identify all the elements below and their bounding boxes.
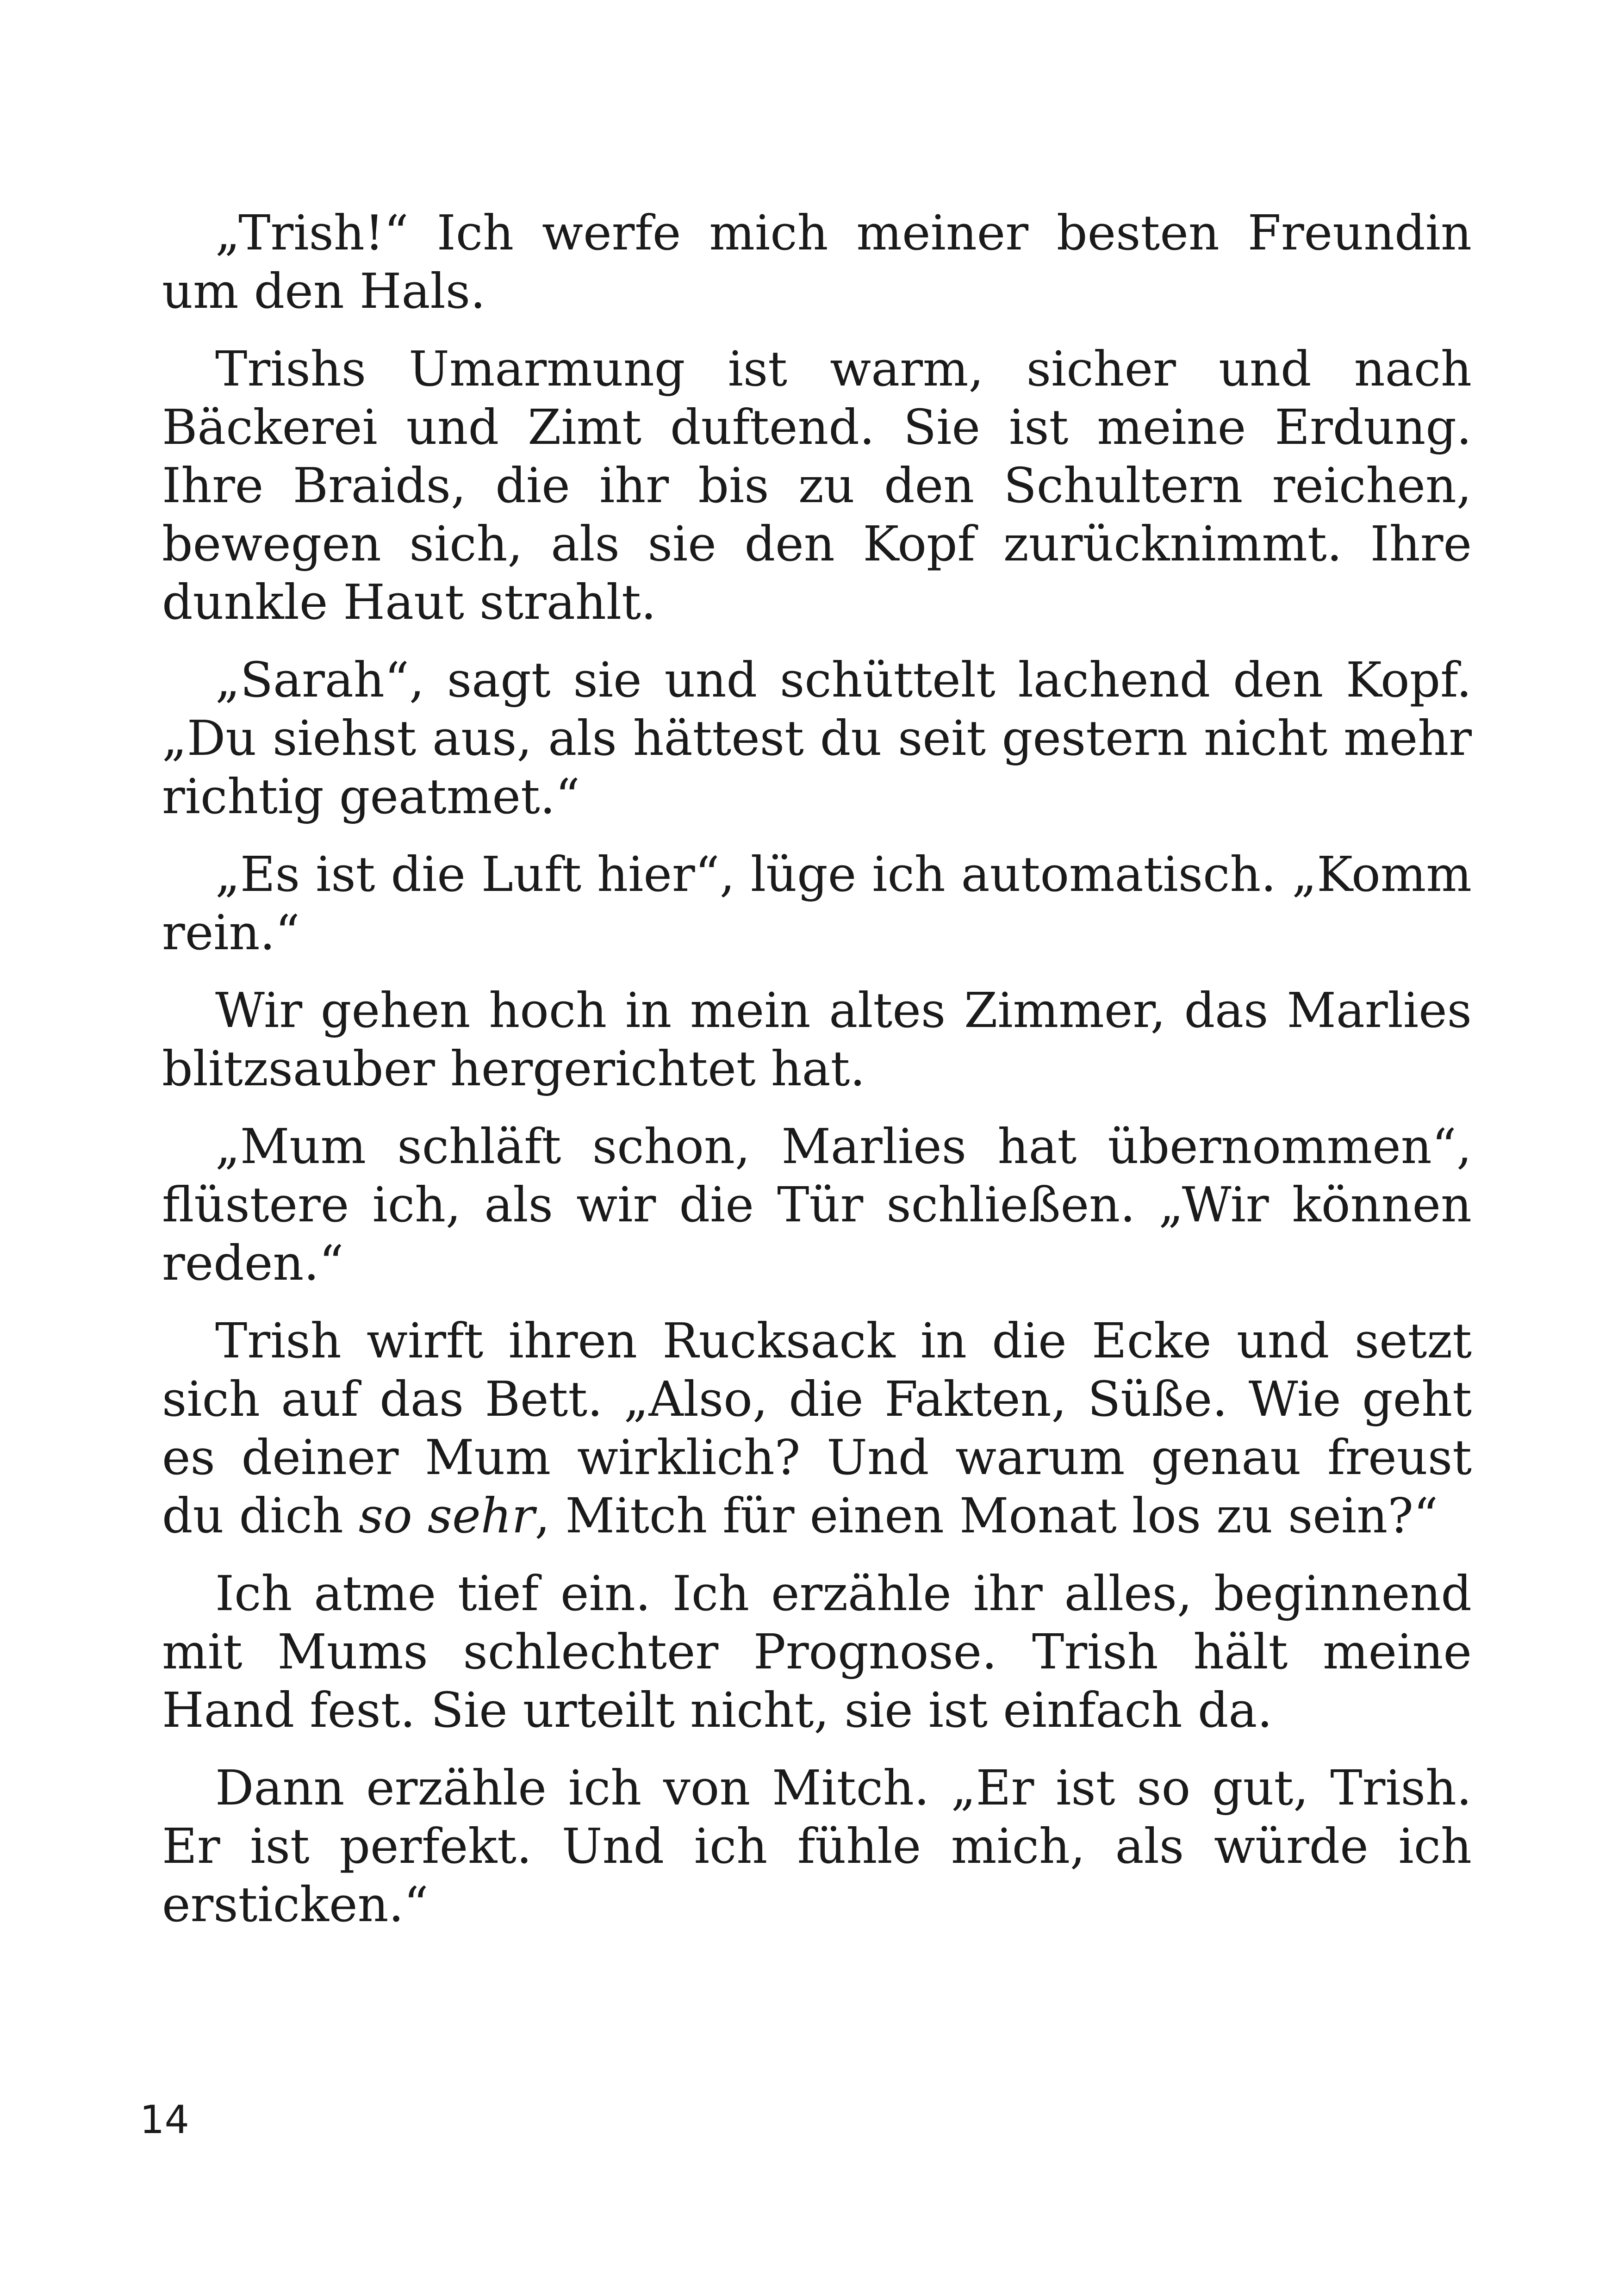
paragraph [162, 204, 1472, 320]
paragraph [162, 651, 1472, 826]
paragraph-text: Trishs Umarmung ist warm, sicher und nach Bäckerei und Zimt duftend. Sie ist meine Erdung. Ihre Braids, die ihr bis zu den Schultern reichen, bewegen sich, als sie den Kopf zurücknimmt. Ihre dunkle Haut strahlt. [162, 341, 1472, 630]
paragraph-text: „Es ist die Luft hier“, lüge ich automatisch. „Komm rein.“ [162, 846, 1472, 961]
emphasis-text: so sehr [358, 1487, 535, 1544]
paragraph-text: Trish wirft ihren Rucksack in die Ecke und setzt sich auf das Bett. „Also, die Fakten, Süße. Wie geht es deiner Mum wirklich? Und warum genau freust du dich [162, 1313, 1472, 1544]
paragraph [162, 981, 1472, 1098]
paragraph-text: Ich atme tief ein. Ich erzähle ihr alles, beginnend mit Mums schlechter Prognose. Trish hält meine Hand fest. Sie urteilt nicht, sie ist einfach da. [162, 1565, 1472, 1738]
paragraph-text: Dann erzähle ich von Mitch. „Er ist so gut, Trish. Er ist perfekt. Und ich fühle mich, als würde ich ersticken.“ [162, 1760, 1472, 1933]
paragraph-text: Wir gehen hoch in mein altes Zimmer, das Marlies blitzsauber hergerichtet hat. [162, 982, 1472, 1097]
paragraph [162, 340, 1472, 631]
paragraph [162, 1117, 1472, 1292]
paragraph [162, 1564, 1472, 1739]
paragraph [162, 1759, 1472, 1934]
page-number: 14 [140, 2097, 189, 2142]
paragraph-text: „Trish!“ Ich werfe mich meiner besten Freundin um den Hals. [162, 205, 1472, 319]
body-text [162, 204, 1472, 1953]
paragraph [162, 1312, 1472, 1545]
paragraph [162, 845, 1472, 962]
paragraph-text: , Mitch für einen Monat los zu sein?“ [535, 1487, 1438, 1544]
paragraph-text: „Sarah“, sagt sie und schüttelt lachend den Kopf. „Du siehst aus, als hättest du seit gestern nicht mehr richtig geatmet.“ [162, 652, 1472, 825]
paragraph-text: „Mum schläft schon, Marlies hat übernommen“, flüstere ich, als wir die Tür schließen. „Wir können reden.“ [162, 1118, 1472, 1291]
